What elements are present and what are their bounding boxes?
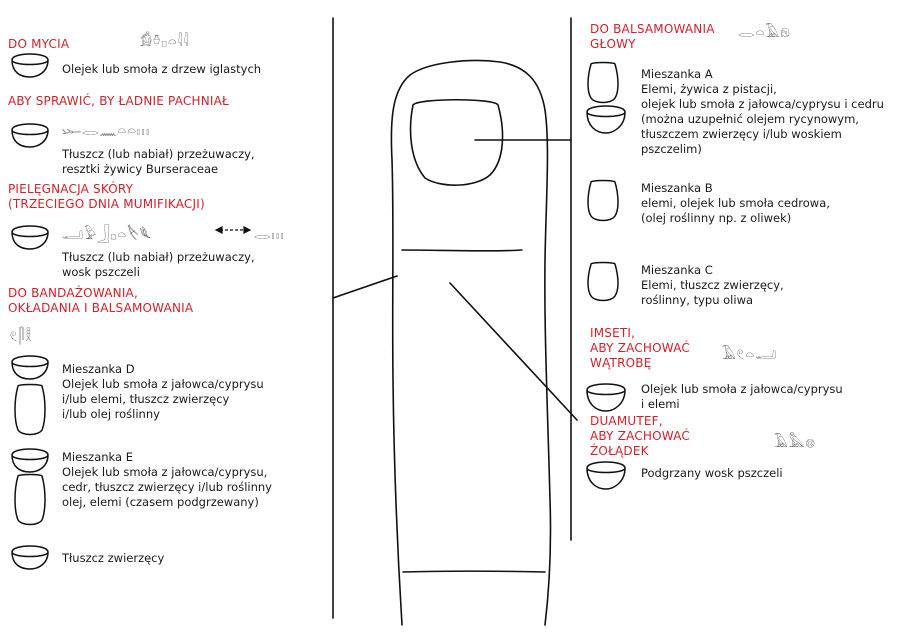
hieroglyph-imseti: 𓄿𓏲𓏏𓂝 [722,347,778,363]
jar-icon-a [588,63,618,103]
ingredient-washing: Olejek lub smoła z drzew iglastych [62,62,262,76]
mummy-outline [391,61,550,625]
mixture-c-text: Elemi, tłuszcz zwierzęcy, roślinny, typu oliwa [641,278,784,307]
pointer-abdomen [450,283,577,420]
section-heading-skin-care: PIELĘGNACJA SKÓRY (TRZECIEGO DNIA MUMIFIKACJI) [8,182,205,211]
mixture-b-text: elemi, olejek lub smoła cedrowa, (olej roślinny np. z oliwek) [641,196,830,225]
mummy-feet-line [403,571,545,572]
section-heading-bandaging: DO BANDAŻOWANIA, OKŁADANIA I BALSAMOWANIA [8,286,194,315]
mummy-chest-line [402,250,522,251]
hieroglyph-skin-care: 𓂝𓅱𓃀𓊪𓏏𓌸𓆰 [62,227,152,243]
ingredient-skin-care: Tłuszcz (lub nabiał) przeżuwaczy, wosk pszczeli [62,250,255,279]
jar-icon-c [588,263,618,301]
hieroglyph-washing: 𓀁𓏊𓊪𓏏𓇋𓇋 [140,34,190,50]
section-heading-washing: DO MYCIA [8,37,70,51]
hieroglyph-duamutef: 𓄿𓅓𓊖 [774,435,816,451]
jar-icon-b [588,181,618,221]
mixture-d-text: Olejek lub smoła z jałowca/cyprysu i/lub elemi, tłuszcz zwierzęcy i/lub olej roślinny [62,377,264,421]
bowl-icon-1 [12,54,48,77]
mixture-a-text: Elemi, żywica z pistacji, olejek lub smoła z jałowca/cyprysu i cedru (można uzupełnić olejem rycynowym, tłuszczem zwierzęcy i/lub woskiem pszczelim) [641,82,884,156]
pointer-left-body [333,276,397,298]
mixture-d-label: Mieszanka D [62,362,135,376]
double-arrow-icon [216,227,250,233]
hieroglyph-head-embalming: 𓂋𓏏𓄿𓁶 [738,25,791,41]
section-heading-fragrance: ABY SPRAWIĆ, BY ŁADNIE PACHNIAŁ [8,94,229,108]
bowl-icon-3 [12,226,48,249]
bowl-icon-duamutef [587,462,625,489]
section-heading-duamutef: DUAMUTEF, ABY ZACHOWAĆ ŻOŁĄDEK [590,414,690,458]
bowl-icon-2 [12,124,48,147]
mummy-face [411,100,503,185]
mixture-a-label: Mieszanka A [641,67,713,81]
hieroglyph-bandaging: 𓏲𓋴𓎛 [10,329,33,345]
ingredient-imseti: Olejek lub smoła z jałowca/cyprysu i elemi [641,382,843,411]
ingredient-animal-fat: Tłuszcz zwierzęcy [62,551,165,565]
bowl-icon-4 [12,356,48,379]
section-heading-head-embalming: DO BALSAMOWANIA GŁOWY [590,22,715,51]
bowl-icon-5 [12,449,48,472]
hieroglyph-skin-care-alt: 𓂋𓏥 [254,227,285,243]
section-heading-imseti: IMSETI, ABY ZACHOWAĆ WĄTROBĘ [590,326,690,370]
mixture-e-label: Mieszanka E [62,450,133,464]
mixture-c-label: Mieszanka C [641,263,713,277]
hieroglyph-fragrance: 𓆱𓂋𓈖𓏏𓏏𓏥 [62,123,151,139]
jar-icon-d [15,385,45,435]
mixture-b-label: Mieszanka B [641,181,713,195]
jar-icon-e [15,475,45,525]
bowl-icon-6 [12,546,48,569]
ingredient-fragrance: Tłuszcz (lub nabiał) przeżuwaczy, resztki żywicy Burseraceae [62,147,255,176]
bowl-icon-imseti [587,384,625,411]
bowl-icon-a [587,106,625,133]
ingredient-duamutef: Podgrzany wosk pszczeli [641,466,783,480]
mixture-e-text: Olejek lub smoła z jałowca/cyprysu, cedr, tłuszcz zwierzęcy i/lub roślinny olej, elemi (czasem podgrzewany) [62,465,272,509]
